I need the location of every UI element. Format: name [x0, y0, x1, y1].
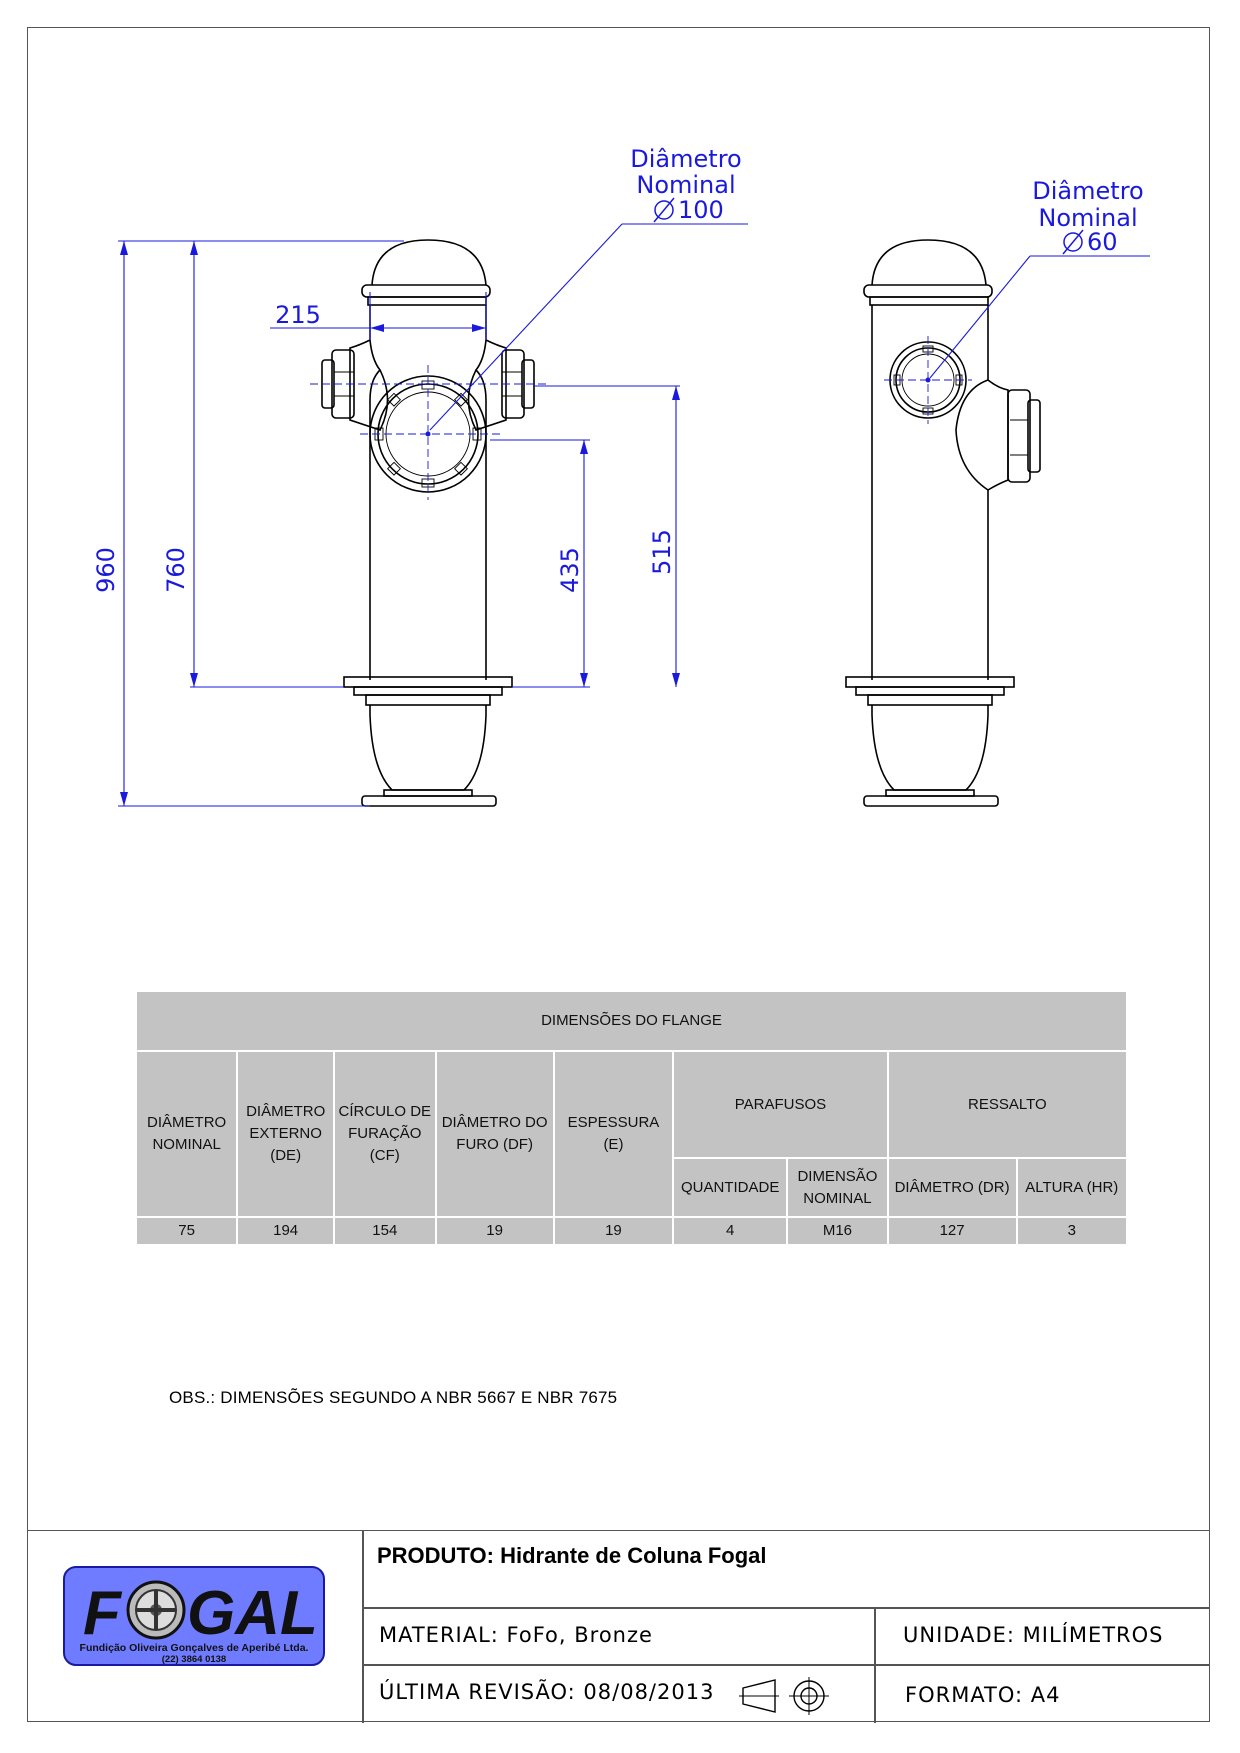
front-view-dimensions: [118, 224, 748, 806]
table-cell: M16: [788, 1218, 886, 1244]
flange-dimensions-table: [135, 990, 1128, 1246]
product-line: [377, 1543, 767, 1569]
header-dimensao: DIMENSÃO NOMINAL: [788, 1159, 886, 1216]
observation-note: OBS.: DIMENSÕES SEGUNDO A NBR 5667 E NBR 7675: [169, 1388, 618, 1407]
header-nominal: DIÂMETRO NOMINAL: [137, 1052, 236, 1216]
table-cell: 19: [555, 1218, 672, 1244]
header-parafusos: PARAFUSOS: [674, 1052, 887, 1157]
callout-side-dia: 60: [1087, 228, 1118, 256]
logo-phone: (22) 3864 0138: [161, 1654, 227, 1665]
callout-front-dia: 100: [678, 196, 724, 224]
revision-field: ÚLTIMA REVISÃO: 08/08/2013: [379, 1680, 715, 1704]
table-cell: 127: [889, 1218, 1016, 1244]
side-view-hydrant: [846, 240, 1040, 806]
table-cell: 194: [238, 1218, 333, 1244]
logo-brand-right: GAL: [187, 1579, 318, 1648]
table-cell: 3: [1018, 1218, 1126, 1244]
dim-215: 215: [275, 301, 321, 329]
header-furo: DIÂMETRO DO FURO (DF): [437, 1052, 553, 1216]
unit-field: UNIDADE: MILÍMETROS: [903, 1623, 1164, 1647]
dim-515: 515: [648, 529, 676, 575]
header-circulo: CÍRCULO DE FURAÇÃO (CF): [335, 1052, 435, 1216]
dim-760: 760: [162, 547, 190, 593]
table-cell: 75: [137, 1218, 236, 1244]
front-view-hydrant: [310, 240, 548, 806]
header-externo: DIÂMETRO EXTERNO (DE): [238, 1052, 333, 1216]
dim-435: 435: [556, 547, 584, 593]
table-cell: 4: [674, 1218, 786, 1244]
header-ressalto: RESSALTO: [889, 1052, 1126, 1157]
header-altura-hr: ALTURA (HR): [1018, 1159, 1126, 1216]
header-espessura: ESPESSURA (E): [555, 1052, 672, 1216]
diameter-symbol-icon: [1063, 230, 1083, 254]
table-cell: 154: [335, 1218, 435, 1244]
fogal-logo: [63, 1566, 325, 1666]
projection-symbol-icon: [739, 1676, 839, 1716]
table-title: DIMENSÕES DO FLANGE: [137, 992, 1126, 1050]
header-quantidade: QUANTIDADE: [674, 1159, 786, 1216]
callout-front-line2: Nominal: [636, 171, 736, 199]
callout-side-line2: Nominal: [1038, 204, 1138, 232]
diameter-symbol-icon: [654, 198, 674, 222]
table-cell: 19: [437, 1218, 553, 1244]
front-dim-labels: [92, 145, 742, 593]
side-view-dimensions: [930, 177, 1150, 378]
logo-brand-left: F: [83, 1579, 121, 1648]
dim-960: 960: [92, 547, 120, 593]
product-label: PRODUTO:: [377, 1543, 494, 1568]
format-field: FORMATO: A4: [905, 1683, 1061, 1707]
material-field: MATERIAL: FoFo, Bronze: [379, 1623, 653, 1647]
callout-front-line1: Diâmetro: [630, 145, 742, 173]
header-diametro-dr: DIÂMETRO (DR): [889, 1159, 1016, 1216]
logo-company: Fundição Oliveira Gonçalves de Aperibé Ltda.: [79, 1642, 309, 1654]
product-value: Hidrante de Coluna Fogal: [500, 1543, 767, 1568]
table-row: [137, 1218, 1126, 1244]
valve-wheel-icon: [128, 1582, 184, 1638]
title-block: [27, 1530, 1210, 1723]
callout-side-line1: Diâmetro: [1032, 177, 1144, 205]
